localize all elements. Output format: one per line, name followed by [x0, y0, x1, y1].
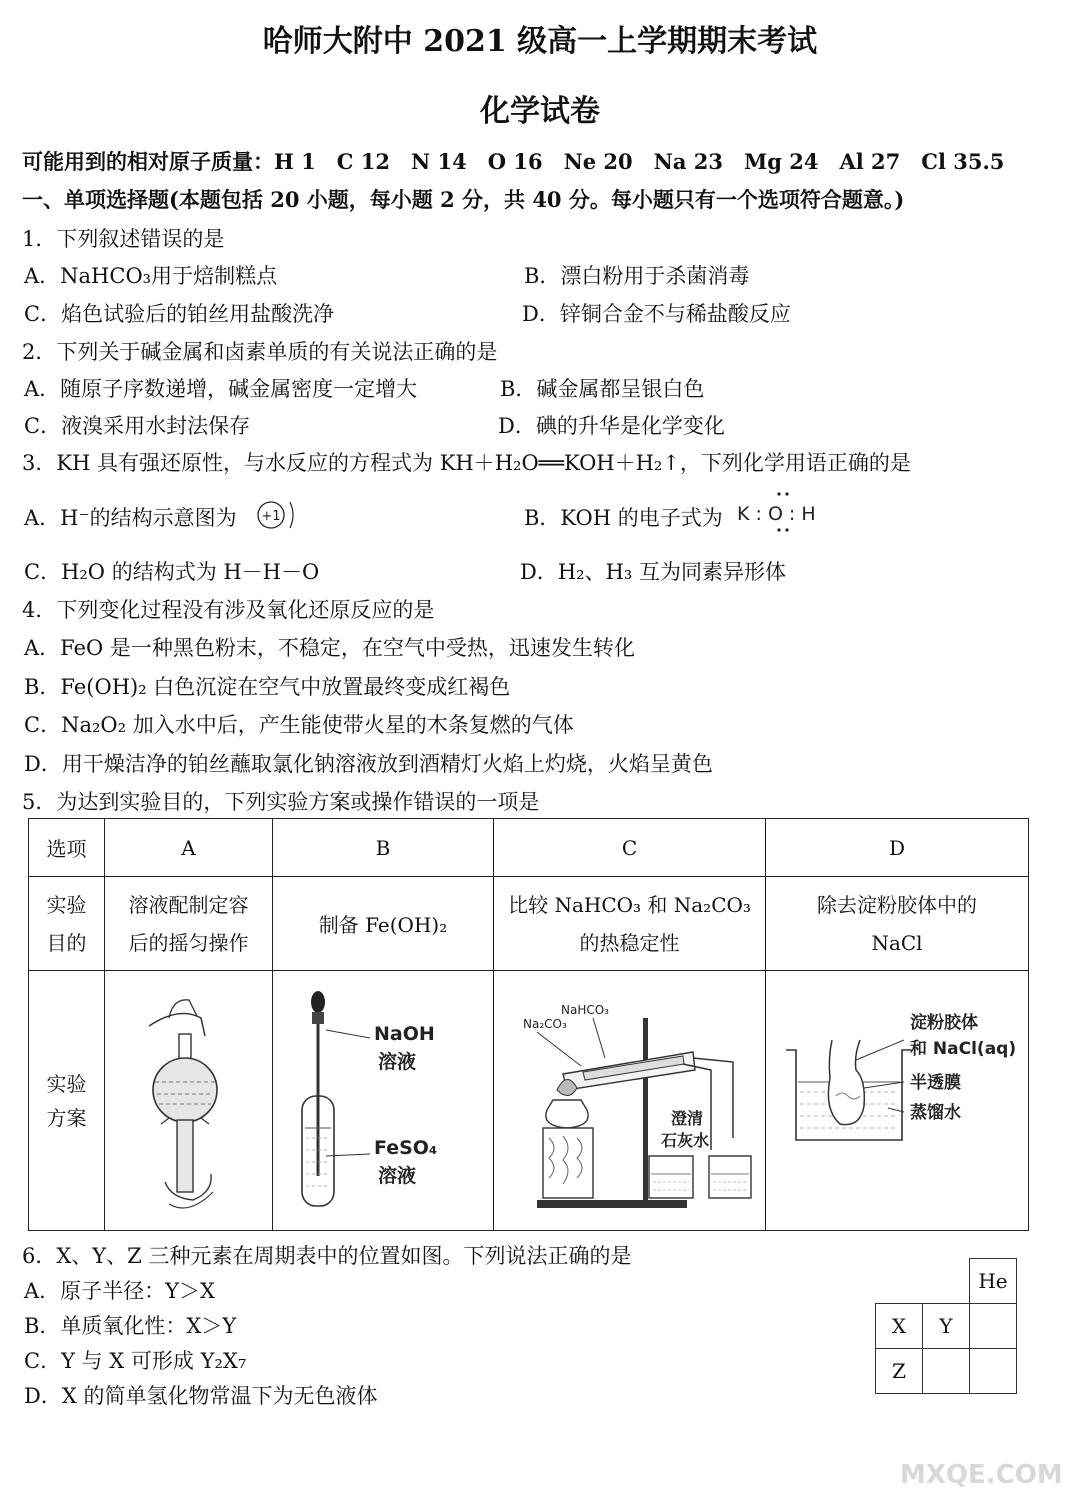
q4-option-d: D．用干燥洁净的铂丝蘸取氯化钠溶液放到酒精灯火焰上灼烧，火焰呈黄色 [24, 752, 713, 776]
figure-a [105, 971, 273, 1231]
starch-colloid-label: 淀粉胶体 [909, 1013, 978, 1033]
scheme-label: 实验 方案 [29, 971, 105, 1231]
scheme-row [29, 971, 1029, 1231]
header-d: D [766, 819, 1029, 877]
header-option: 选项 [29, 819, 105, 877]
q6-stem: 6．X、Y、Z 三种元素在周期表中的位置如图。下列说法正确的是 [22, 1244, 632, 1268]
feso4-solution-label: 溶液 [378, 1165, 417, 1187]
q3-option-c: C．H₂O 的结构式为 H－H－O [24, 560, 320, 584]
q3-option-b: B．KOH 的电子式为 [524, 506, 723, 530]
naoh-label: NaOH [374, 1023, 435, 1045]
section-heading: 一、单项选择题(本题包括 20 小题，每小题 2 分，共 40 分。每小题只有一个选项符合题意。) [22, 187, 905, 212]
q6-option-c: C．Y 与 X 可形成 Y₂X₇ [24, 1349, 247, 1373]
limewater-label-1: 澄清 [671, 1109, 704, 1128]
table-header-row [29, 819, 1029, 877]
exam-subtitle: 化学试卷 [480, 94, 600, 129]
figure-b [273, 971, 494, 1231]
purpose-c: 比较 NaHCO₃ 和 Na₂CO₃ 的热稳定性 [494, 877, 766, 971]
membrane-label: 半透膜 [909, 1073, 961, 1093]
purpose-a: 溶液配制定容 后的摇匀操作 [105, 877, 273, 971]
cell-empty-1 [970, 1304, 1017, 1349]
atomic-masses: 可能用到的相对原子质量：H 1 C 12 N 14 O 16 Ne 20 Na 23 Mg 24 Al 27 Cl 35.5 [22, 149, 1005, 174]
q6-option-b: B．单质氧化性：X＞Y [24, 1314, 237, 1338]
purpose-d: 除去淀粉胶体中的 NaCl [766, 877, 1029, 971]
hydride-structure-diagram [256, 498, 306, 532]
q2-stem: 2．下列关于碱金属和卤素单质的有关说法正确的是 [22, 340, 498, 364]
dropper-tube-figure [278, 978, 488, 1218]
nacl-aq-label: 和 NaCl(aq) [909, 1039, 1016, 1059]
watermark: MXQE.COM [900, 1460, 1063, 1490]
q6-option-a: A．原子半径：Y＞X [24, 1279, 215, 1303]
experiment-table [28, 818, 1029, 1231]
nucleus-charge: +1 [261, 509, 281, 524]
q4-stem: 4．下列变化过程没有涉及氧化还原反应的是 [22, 598, 435, 622]
cell-empty-2 [923, 1349, 970, 1394]
q4-option-c: C．Na₂O₂ 加入水中后，产生能使带火星的木条复燃的气体 [24, 713, 574, 737]
q3-option-d: D．H₂、H₃ 互为同素异形体 [520, 560, 786, 584]
q3-stem: 3．KH 具有强还原性，与水反应的方程式为 KH＋H₂O══KOH＋H₂↑，下列化学用语正确的是 [22, 451, 911, 475]
q1-option-a: A．NaHCO₃用于焙制糕点 [24, 264, 278, 288]
distilled-water-label: 蒸馏水 [909, 1103, 961, 1123]
heating-apparatus-figure [497, 978, 762, 1218]
header-a: A [105, 819, 273, 877]
q3-option-a: A．H⁻的结构示意图为 [24, 506, 237, 530]
koh-electron-formula [735, 490, 835, 534]
q6-option-d: D．X 的简单氢化物常温下为无色液体 [24, 1384, 378, 1408]
na2co3-label: Na₂CO₃ [523, 1017, 567, 1031]
nahco3-label: NaHCO₃ [561, 1003, 609, 1017]
q4-option-b: B．Fe(OH)₂ 白色沉淀在空气中放置最终变成红褐色 [24, 675, 511, 699]
q2-option-c: C．液溴采用水封法保存 [24, 414, 251, 438]
feso4-label: FeSO₄ [374, 1137, 438, 1159]
q1-option-c: C．焰色试验后的铂丝用盐酸洗净 [24, 302, 335, 326]
koh-formula-text: K : O : H [737, 503, 816, 525]
cell-y: Y [923, 1304, 970, 1349]
figure-d [766, 971, 1029, 1231]
purpose-row [29, 877, 1029, 971]
q4-option-a: A．FeO 是一种黑色粉末，不稳定，在空气中受热，迅速发生转化 [24, 636, 635, 660]
exam-title: 哈师大附中 2021 级高一上学期期末考试 [262, 24, 818, 59]
figure-c [494, 971, 766, 1231]
q2-option-d: D．碘的升华是化学变化 [498, 414, 725, 438]
purpose-b: 制备 Fe(OH)₂ [273, 877, 494, 971]
q2-option-a: A．随原子序数递增，碱金属密度一定增大 [24, 377, 418, 401]
cell-x: X [876, 1304, 923, 1349]
q2-option-b: B．碱金属都呈银白色 [500, 377, 705, 401]
q1-stem: 1．下列叙述错误的是 [22, 227, 225, 251]
dialysis-figure [770, 978, 1025, 1218]
purpose-label: 实验 目的 [29, 877, 105, 971]
cell-z: Z [876, 1349, 923, 1394]
q5-stem: 5．为达到实验目的，下列实验方案或操作错误的一项是 [22, 790, 540, 814]
cell-he: He [970, 1259, 1017, 1304]
naoh-solution-label: 溶液 [378, 1051, 417, 1073]
periodic-grid [875, 1258, 1017, 1394]
cell-empty-3 [970, 1349, 1017, 1394]
q1-option-d: D．锌铜合金不与稀盐酸反应 [522, 302, 791, 326]
volumetric-flask-figure [109, 978, 269, 1218]
limewater-label-2: 石灰水 [661, 1131, 710, 1150]
q1-option-b: B．漂白粉用于杀菌消毒 [524, 264, 750, 288]
header-c: C [494, 819, 766, 877]
header-b: B [273, 819, 494, 877]
